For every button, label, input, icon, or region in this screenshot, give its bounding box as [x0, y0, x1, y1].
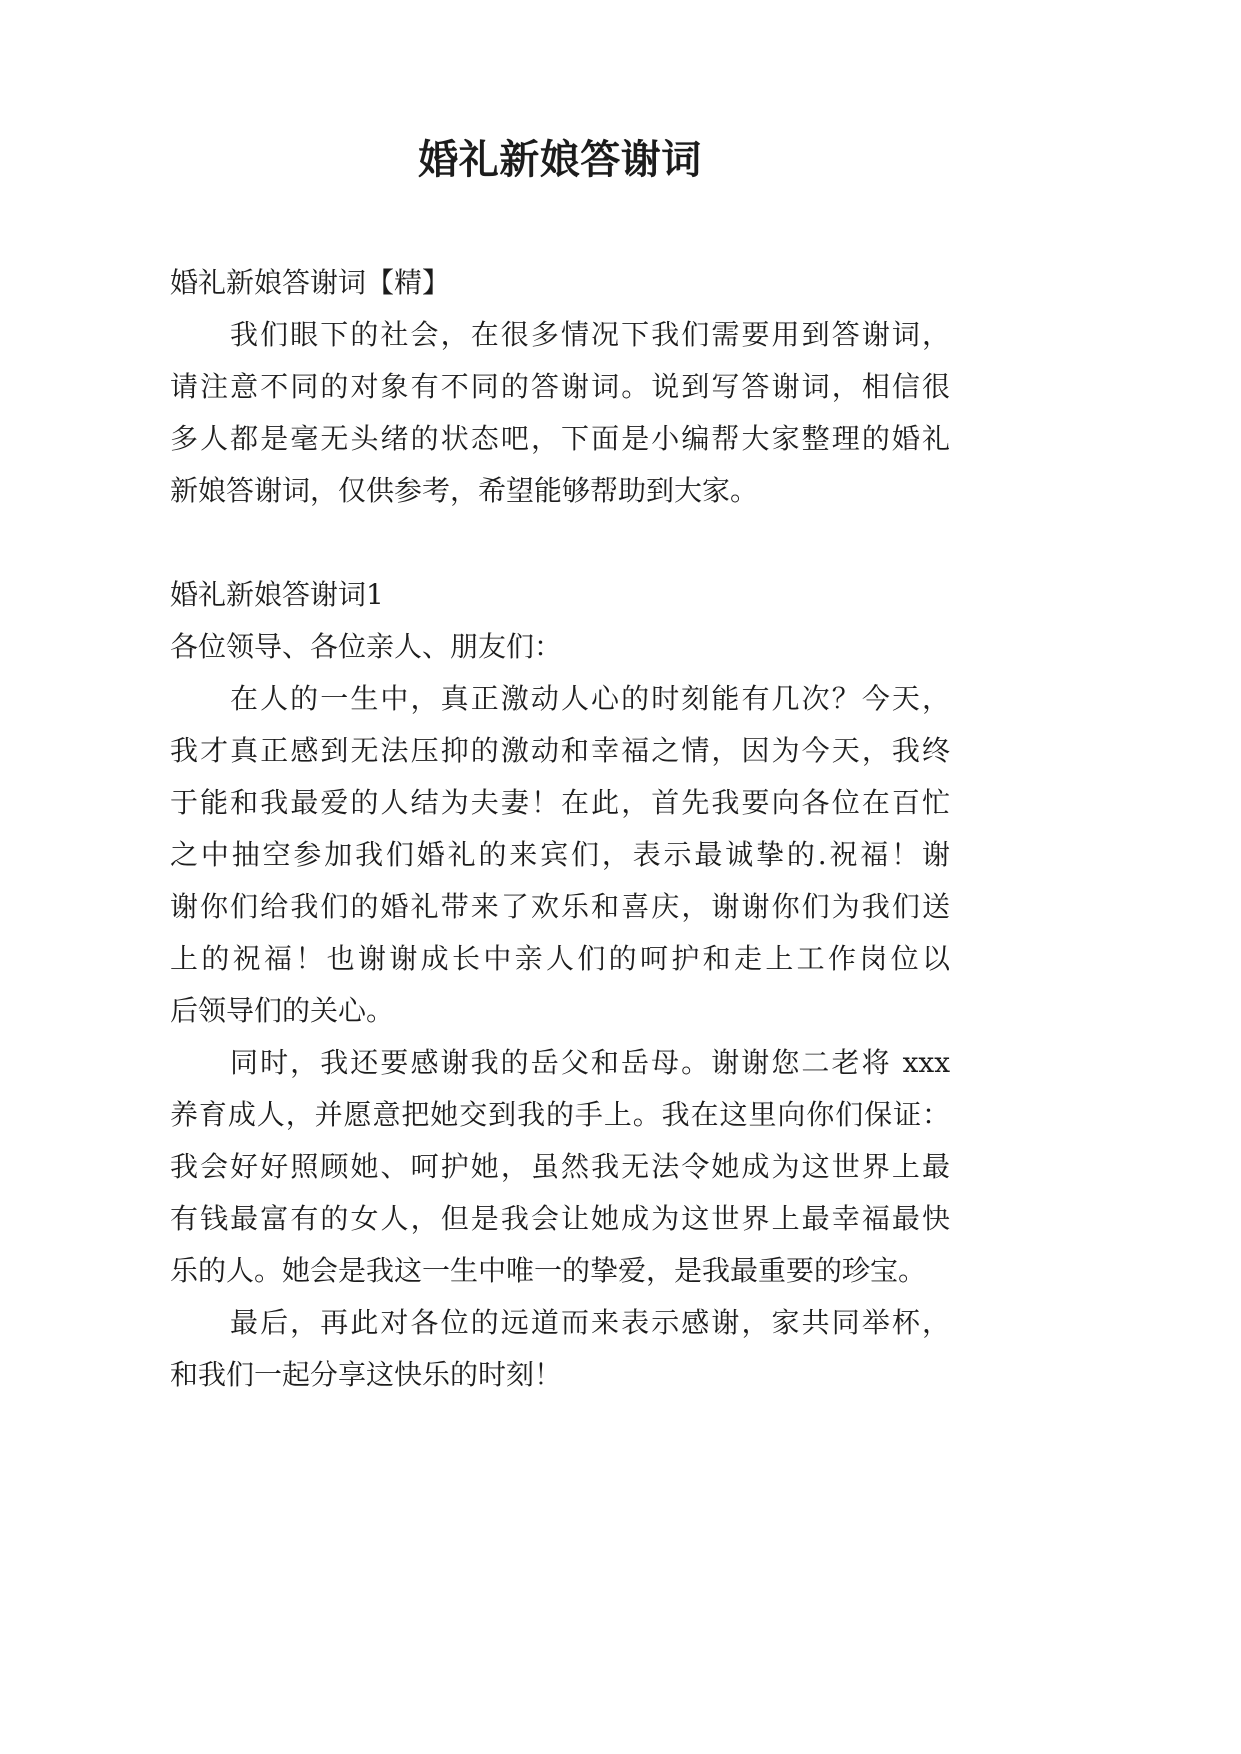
- text-line: 新娘答谢词，仅供参考，希望能够帮助到大家。: [170, 474, 759, 507]
- intro-paragraph: [170, 309, 950, 517]
- text-line: 养育成人，并愿意把她交到我的手上。我在这里向你们保证：: [170, 1098, 950, 1131]
- text-line: 我会好好照顾她、呵护她，虽然我无法令她成为这世界上最: [170, 1150, 950, 1183]
- speech-paragraph: [170, 1037, 950, 1297]
- text-line: 后领导们的关心。: [170, 994, 395, 1027]
- text-line: 上的祝福！也谢谢成长中亲人们的呵护和走上工作岗位以: [170, 942, 950, 975]
- document-heading: 婚礼新娘答谢词【精】: [170, 266, 451, 299]
- text-line: 我们眼下的社会，在很多情况下我们需要用到答谢词，: [230, 318, 950, 351]
- text-line: 最后，再此对各位的远道而来表示感谢，家共同举杯，: [230, 1306, 950, 1339]
- document-body: [170, 257, 950, 1401]
- text-line: 乐的人。她会是我这一生中唯一的挚爱，是我最重要的珍宝。: [170, 1254, 927, 1287]
- text-line: 和我们一起分享这快乐的时刻！: [170, 1358, 563, 1391]
- text-line: 同时，我还要感谢我的岳父和岳母。谢谢您二老将 xxx: [230, 1046, 950, 1079]
- text-line: 请注意不同的对象有不同的答谢词。说到写答谢词，相信很: [170, 370, 950, 403]
- text-line: 谢你们给我们的婚礼带来了欢乐和喜庆，谢谢你们为我们送: [170, 890, 950, 923]
- text-line: 之中抽空参加我们婚礼的来宾们，表示最诚挚的.祝福！谢: [170, 838, 950, 871]
- text-line: 有钱最富有的女人，但是我会让她成为这世界上最幸福最快: [170, 1202, 950, 1235]
- document-title: 婚礼新娘答谢词: [418, 136, 702, 183]
- text-line: 多人都是毫无头绪的状态吧，下面是小编帮大家整理的婚礼: [170, 422, 950, 455]
- text-line: 在人的一生中，真正激动人心的时刻能有几次？今天，: [230, 682, 950, 715]
- blank-line: [170, 517, 950, 569]
- speech-paragraph: [170, 673, 950, 1037]
- speech-paragraph: [170, 1297, 950, 1401]
- section-heading: 婚礼新娘答谢词1: [170, 578, 384, 611]
- text-line: 我才真正感到无法压抑的激动和幸福之情，因为今天，我终: [170, 734, 950, 767]
- text-line: 于能和我最爱的人结为夫妻！在此，首先我要向各位在百忙: [170, 786, 950, 819]
- salutation: 各位领导、各位亲人、朋友们：: [170, 630, 563, 663]
